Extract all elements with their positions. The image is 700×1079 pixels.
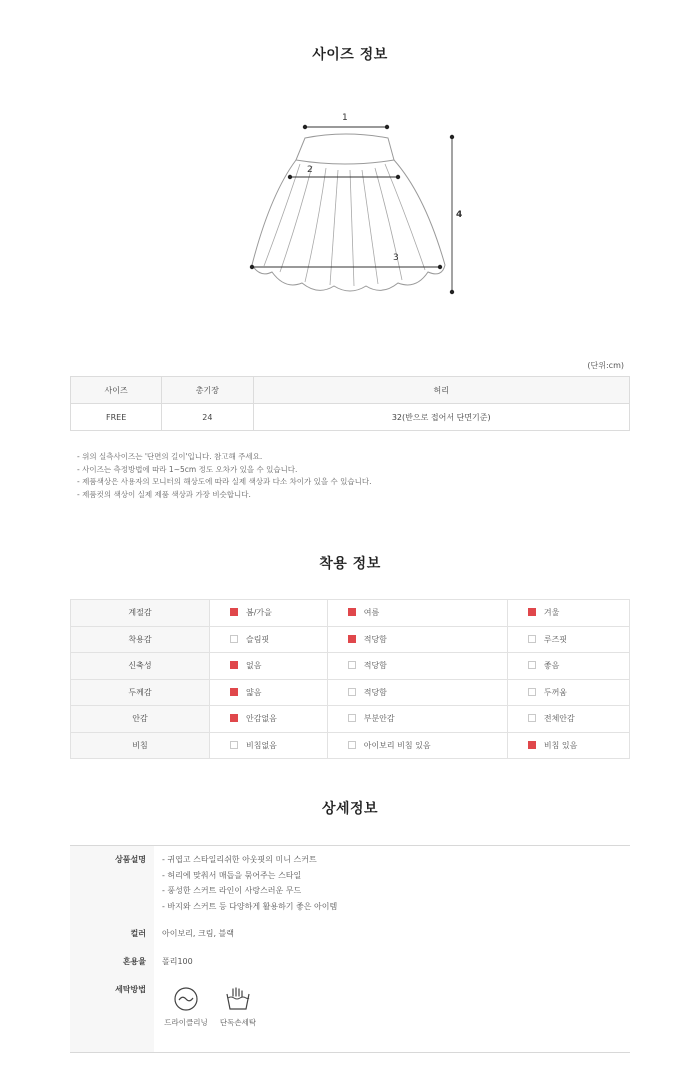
- table-row: [71, 626, 630, 653]
- wear-option: [507, 653, 629, 680]
- size-table: [70, 376, 630, 431]
- hand-wash-icon: [224, 986, 252, 1012]
- unchecked-box-icon: [528, 635, 536, 643]
- wear-info-table: [70, 599, 630, 759]
- wear-option-label: 아이보리 비침 있음: [363, 740, 431, 750]
- wear-info-title: 착용 정보: [319, 556, 381, 572]
- skirt-measurement-diagram: [230, 100, 490, 310]
- color-value: 아이보리, 크림, 블랙: [162, 929, 234, 938]
- wear-option: [210, 732, 328, 759]
- unchecked-box-icon: [348, 741, 356, 749]
- header-total-length: 총기장: [162, 377, 253, 404]
- table-row: [71, 732, 630, 759]
- wear-option: [507, 626, 629, 653]
- wear-option-label: 부분안감: [363, 714, 395, 724]
- header-size: 사이즈: [71, 377, 162, 404]
- wear-option: [327, 732, 507, 759]
- wear-row-label: 비침: [71, 732, 210, 759]
- wear-option-label: 안감없음: [246, 714, 277, 724]
- wear-option: [210, 706, 328, 733]
- wear-option-label: 적당함: [363, 687, 387, 697]
- wear-option: [507, 679, 629, 706]
- wear-option-label: 적당함: [363, 634, 387, 644]
- description-list: [162, 852, 337, 914]
- detail-info-title: 상세정보: [321, 801, 379, 817]
- note-line: - 사이즈는 측정방법에 따라 1~5cm 정도 오차가 있을 수 있습니다.: [77, 464, 298, 474]
- waist-value: 32(반으로 접어서 단면기준): [253, 404, 630, 431]
- checked-box-icon: [230, 714, 238, 722]
- wear-option: [210, 653, 328, 680]
- skirt-waistband: [296, 134, 394, 164]
- table-row: [71, 404, 630, 431]
- wash-label: 단독손세탁: [219, 1018, 257, 1027]
- wear-option-label: 비침 있음: [543, 740, 578, 750]
- size-info-title: 사이즈 정보: [312, 47, 388, 63]
- note-line: - 위의 실측사이즈는 '단면의 길이'입니다. 참고해 주세요.: [77, 452, 263, 461]
- table-row: [71, 706, 630, 733]
- size-table-header: [71, 377, 630, 404]
- wash-hand: [208, 986, 268, 1028]
- dry-cleaning-icon: [173, 986, 199, 1012]
- checked-box-icon: [528, 608, 536, 616]
- wear-option-label: 없음: [246, 661, 262, 671]
- wear-option: [327, 679, 507, 706]
- wear-option: [327, 653, 507, 680]
- wear-option: [327, 706, 507, 733]
- wear-option: [327, 626, 507, 653]
- unchecked-box-icon: [528, 714, 536, 722]
- skirt-body: [252, 160, 445, 291]
- measure-label-3: 3: [393, 253, 399, 263]
- wash-label: 드라이클리닝: [164, 1018, 208, 1027]
- wear-option-label: 얇음: [246, 687, 262, 697]
- unchecked-box-icon: [230, 741, 238, 749]
- wear-option: [327, 600, 507, 627]
- wear-option: [507, 706, 629, 733]
- wear-row-label: 신축성: [71, 653, 210, 680]
- checked-box-icon: [230, 608, 238, 616]
- unit-note: (단위:cm): [587, 361, 624, 370]
- unchecked-box-icon: [528, 661, 536, 669]
- wear-option-label: 좋음: [543, 661, 560, 671]
- checked-box-icon: [348, 608, 356, 616]
- wear-option: [507, 600, 629, 627]
- description-line: - 허리에 맞춰서 매듭을 묶어주는 스타일: [162, 870, 302, 880]
- washing-label: 세탁방법: [115, 985, 146, 994]
- wear-option-label: 두꺼움: [543, 687, 568, 697]
- checked-box-icon: [230, 661, 238, 669]
- detail-label-column: [70, 846, 154, 1052]
- skirt-pleats: [264, 164, 425, 286]
- description-line: - 바지와 스커트 등 다양하게 활용하기 좋은 아이템: [162, 901, 338, 911]
- material-label: 혼용율: [122, 957, 146, 966]
- wear-option-label: 여름: [363, 608, 380, 618]
- measure-label-2: 2: [307, 165, 313, 175]
- wash-dry-cleaning: [156, 986, 216, 1028]
- wear-option-label: 겨울: [543, 608, 560, 618]
- note-line: - 제품색상은 사용자의 모니터의 해상도에 따라 실제 색상과 다소 차이가 있을 수 있습니다.: [77, 477, 372, 486]
- unchecked-box-icon: [230, 635, 238, 643]
- size-value: FREE: [71, 404, 162, 431]
- wear-option: [210, 679, 328, 706]
- wear-row-label: 착용감: [71, 626, 210, 653]
- wear-option-label: 적당함: [363, 661, 387, 671]
- detail-info-panel: [70, 845, 630, 1053]
- table-row: [71, 600, 630, 627]
- wear-option: [210, 600, 328, 627]
- total-length-value: 24: [162, 404, 253, 431]
- size-notes: [77, 451, 372, 501]
- wear-row-label: 안감: [71, 706, 210, 733]
- checked-box-icon: [348, 635, 356, 643]
- wear-option: [507, 732, 629, 759]
- checked-box-icon: [528, 741, 536, 749]
- table-row: [71, 679, 630, 706]
- unchecked-box-icon: [348, 661, 356, 669]
- wear-row-label: 계절감: [71, 600, 210, 627]
- measure-label-1: 1: [342, 113, 348, 123]
- table-row: [71, 653, 630, 680]
- description-line: - 귀엽고 스타일리쉬한 아웃핏의 미니 스커트: [162, 855, 317, 864]
- wear-option: [210, 626, 328, 653]
- wear-option-label: 전체안감: [543, 714, 575, 724]
- description-line: - 풍성한 스커트 라인이 사랑스러운 무드: [162, 886, 302, 895]
- color-label: 컬러: [130, 929, 146, 938]
- wear-option-label: 비침없음: [246, 740, 277, 750]
- checked-box-icon: [230, 688, 238, 696]
- unchecked-box-icon: [528, 688, 536, 696]
- wear-row-label: 두께감: [71, 679, 210, 706]
- wear-option-label: 슬림핏: [246, 634, 270, 644]
- unchecked-box-icon: [348, 714, 356, 722]
- note-line: - 제품컷의 색상이 실제 제품 색상과 가장 비슷합니다.: [77, 489, 251, 499]
- measure-label-4: 4: [456, 210, 463, 220]
- description-label: 상품설명: [115, 855, 146, 864]
- material-value: 폴리100: [162, 957, 193, 966]
- wear-option-label: 봄/가을: [246, 608, 272, 618]
- wear-option-label: 루즈핏: [543, 634, 568, 644]
- unchecked-box-icon: [348, 688, 356, 696]
- header-waist: 허리: [253, 377, 630, 404]
